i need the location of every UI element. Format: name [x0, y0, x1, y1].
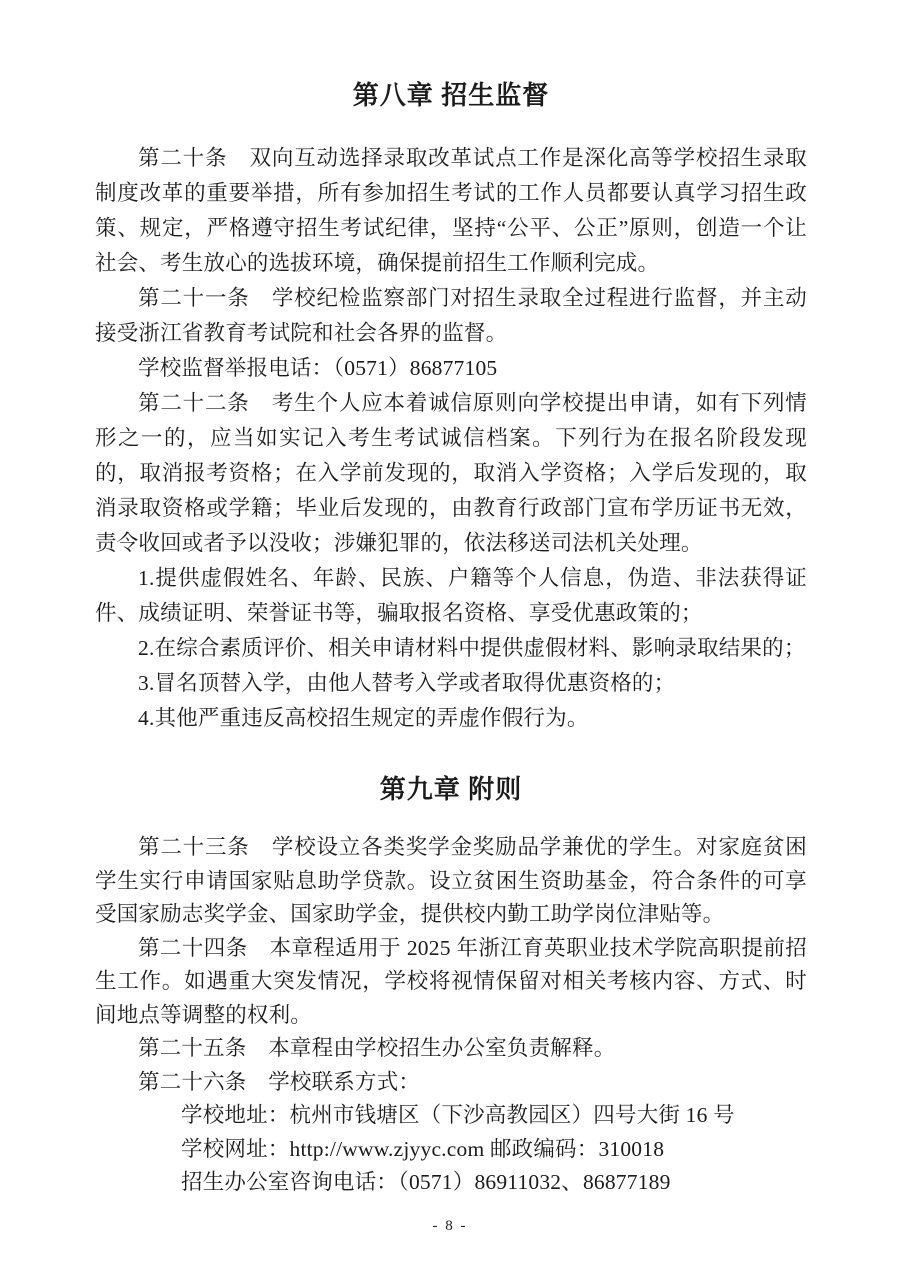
article-25-paragraph: 第二十五条 本章程由学校招生办公室负责解释。 [138, 1036, 616, 1060]
violation-list-item-3: 3.冒名顶替入学，由他人替考入学或者取得优惠资格的； [138, 671, 676, 695]
article-21-paragraph: 第二十一条 学校纪检监察部门对招生录取全过程进行监督，并主动接受浙江省教育考试院和社会各界的监督。 [95, 286, 807, 345]
chapter-8-section [95, 78, 807, 736]
supervision-phone-line: 学校监督举报电话：（0571）86877105 [138, 356, 498, 380]
contact-address-line: 学校地址：杭州市钱塘区（下沙高教园区）四号大街 16 号 [181, 1103, 735, 1127]
page-content [95, 78, 807, 1200]
violation-list-item-4: 4.其他严重违反高校招生规定的弄虚作假行为。 [138, 706, 589, 730]
article-24-paragraph: 第二十四条 本章程适用于 2025 年浙江育英职业技术学院高职提前招生工作。如遇重大突发情况，学校将视情保留对相关考核内容、方式、时间地点等调整的权利。 [95, 935, 807, 1027]
article-20-paragraph: 第二十条 双向互动选择录取改革试点工作是深化高等学校招生录取制度改革的重要举措，所有参加招生考试的工作人员都要认真学习招生政策、规定，严格遵守招生考试纪律，坚持“公平、公正”原则，创造一个让社会、考生放心的选拔环境，确保提前招生工作顺利完成。 [95, 146, 807, 275]
chapter-9-heading: 第九章 附则 [379, 775, 523, 804]
violation-list-item-1: 1.提供虚假姓名、年龄、民族、户籍等个人信息，伪造、非法获得证件、成绩证明、荣誉证书等，骗取报名资格、享受优惠政策的； [95, 566, 807, 625]
article-26-paragraph: 第二十六条 学校联系方式： [138, 1069, 421, 1094]
contact-website-line: 学校网址：http://www.zjyyc.com 邮政编码：310018 [181, 1136, 665, 1161]
chapter-8-heading: 第八章 招生监督 [352, 81, 550, 110]
page-number: - 8 - [432, 1218, 468, 1234]
article-23-paragraph: 第二十三条 学校设立各类奖学金奖励品学兼优的学生。对家庭贫困学生实行申请国家贴息助学贷款。设立贫困生资助基金，符合条件的可享受国家励志奖学金、国家助学金，提供校内勤工助学岗位津贴等。 [95, 835, 807, 926]
article-22-paragraph: 第二十二条 考生个人应本着诚信原则向学校提出申请，如有下列情形之一的，应当如实记入考生考试诚信档案。下列行为在报名阶段发现的，取消报考资格；在入学前发现的，取消入学资格；入学后发现的，取消录取资格或学籍；毕业后发现的，由教育行政部门宣布学历证书无效，责令收回或者予以没收；涉嫌犯罪的，依法移送司法机关处理。 [95, 391, 807, 555]
violation-list-item-2: 2.在综合素质评价、相关申请材料中提供虚假材料、影响录取结果的； [138, 636, 806, 660]
contact-phone-line: 招生办公室咨询电话：（0571）86911032、86877189 [181, 1170, 671, 1194]
chapter-9-section [95, 772, 807, 1200]
